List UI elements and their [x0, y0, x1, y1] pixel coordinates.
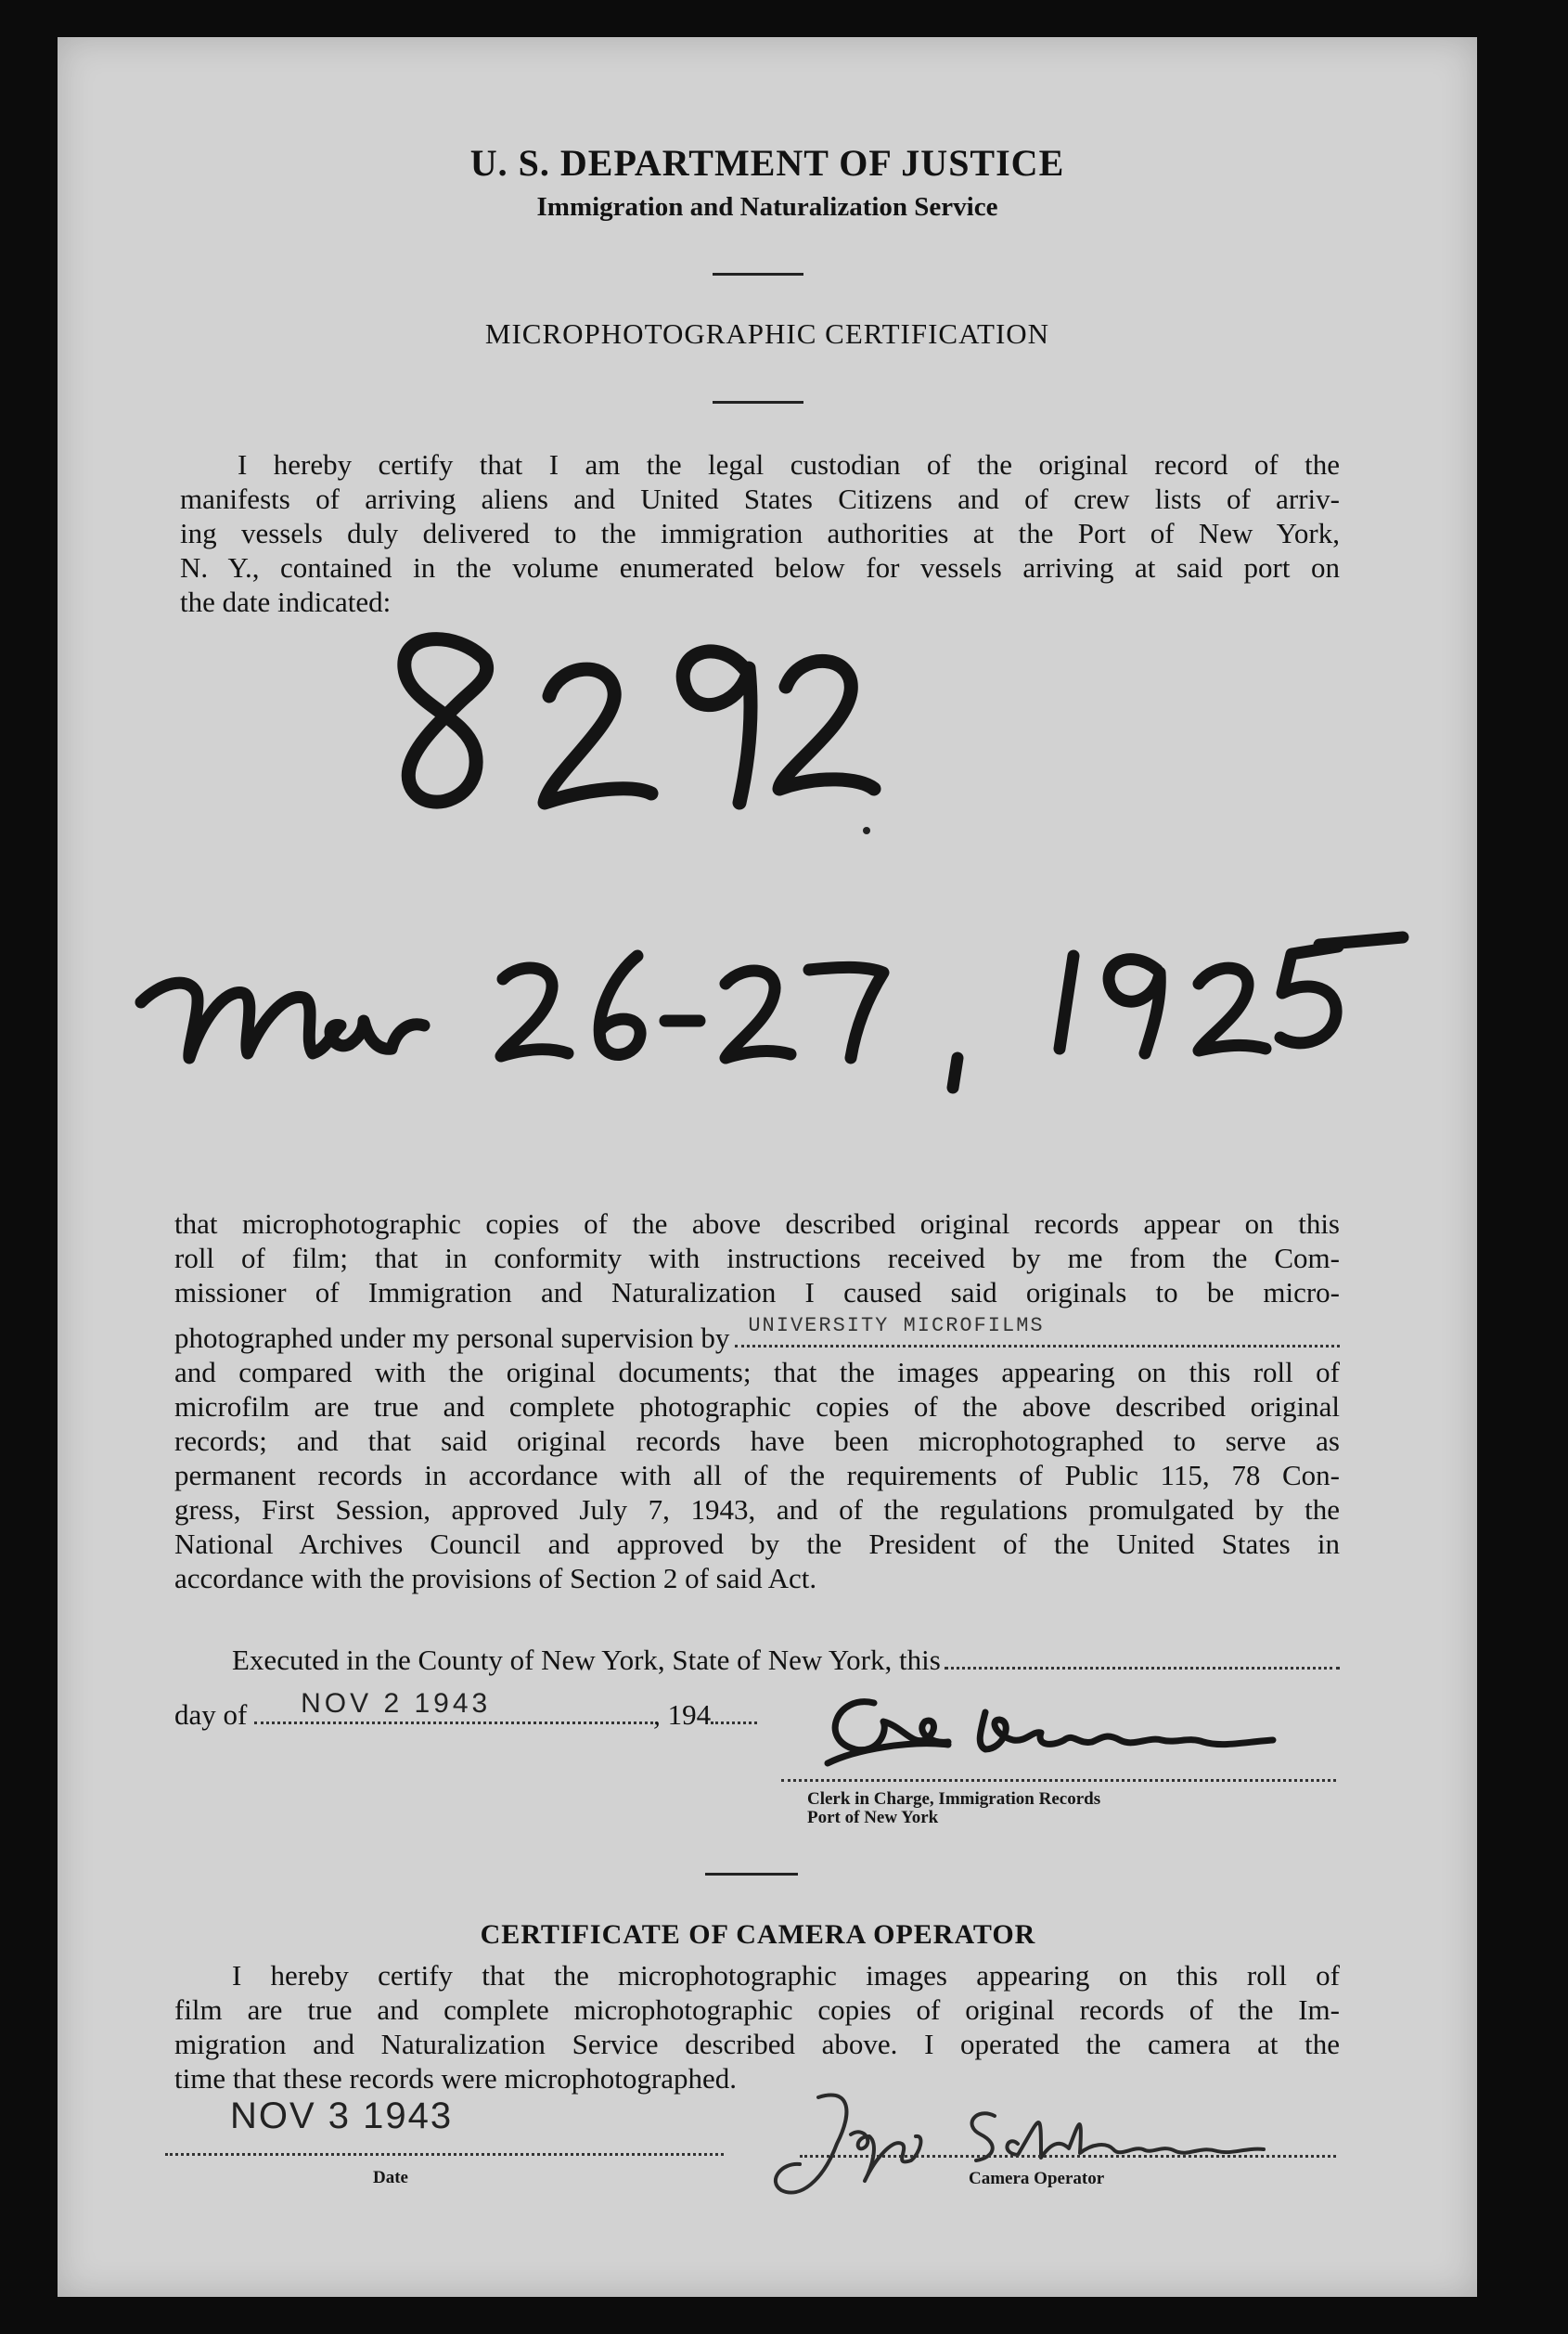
- body-line: and compared with the original documents; that the images appearing on this roll of: [174, 1356, 1340, 1388]
- body-line: gress, First Session, approved July 7, 1943, and of the regulations promulgated by the: [174, 1493, 1340, 1526]
- certificate-page: [58, 37, 1477, 2297]
- day-of-fill: [254, 1688, 653, 1724]
- camera-operator-label: Camera Operator: [969, 2169, 1105, 2188]
- custodian-signature: [800, 1675, 1356, 1786]
- date-line: [165, 2153, 724, 2156]
- intro-line: manifests of arriving aliens and United States Citizens and of crew lists of arriv-: [180, 483, 1340, 515]
- body-line: records; and that said original records have been microphotographed to serve as: [174, 1425, 1340, 1457]
- body-line: roll of film; that in conformity with instructions received by me from the Com-: [174, 1242, 1340, 1274]
- operator-line: time that these records were microphotographed.: [174, 2062, 737, 2095]
- handwritten-volume-number: [392, 613, 874, 845]
- operator-line: film are true and complete microphotographic copies of original records of the Im-: [174, 1993, 1340, 2026]
- microfilm-company: UNIVERSITY MICROFILMS: [748, 1314, 1045, 1337]
- execution-stamped-date: NOV 2 1943: [301, 1688, 492, 1719]
- signature-line: [781, 1779, 1336, 1782]
- execution-block: [174, 1643, 1340, 1677]
- intro-paragraph: [180, 447, 1340, 619]
- department-title: U. S. DEPARTMENT OF JUSTICE: [469, 142, 1065, 184]
- clerk-port: Port of New York: [807, 1808, 939, 1827]
- body-line: that microphotographic copies of the above described original records appear on this: [174, 1207, 1340, 1240]
- handwritten-date-range: [132, 928, 1412, 1151]
- body-line: microfilm are true and complete photographic copies of the above described original: [174, 1390, 1340, 1423]
- operator-stamped-date: NOV 3 1943: [230, 2095, 454, 2136]
- body-line: permanent records in accordance with all of the requirements of Public 115, 78 Con-: [174, 1459, 1340, 1491]
- certification-body: [174, 1206, 1340, 1595]
- year-prefix: , 194: [653, 1698, 712, 1731]
- day-of-label: day of: [174, 1698, 248, 1731]
- certification-heading: MICROPHOTOGRAPHIC CERTIFICATION: [484, 317, 1050, 350]
- divider-3: [705, 1873, 798, 1876]
- body-line: National Archives Council and approved by the President of the United States in: [174, 1528, 1340, 1560]
- body-line-supervision: [174, 1314, 1340, 1355]
- clerk-title: Clerk in Charge, Immigration Records: [807, 1789, 1101, 1809]
- intro-line: I hereby certify that I am the legal custodian of the original record of the: [238, 448, 1340, 481]
- intro-line: the date indicated:: [180, 586, 392, 618]
- operator-line: I hereby certify that the microphotographic images appearing on this roll of: [232, 1959, 1340, 1992]
- intro-line: N. Y., contained in the volume enumerated below for vessels arriving at said port on: [180, 551, 1340, 584]
- date-label: Date: [373, 2168, 408, 2187]
- operator-line: migration and Naturalization Service described above. I operated the camera at the: [174, 2028, 1340, 2060]
- divider-2: [713, 401, 803, 404]
- execution-text: Executed in the County of New York, State of New York, this: [232, 1644, 941, 1676]
- execution-day-fill: [945, 1644, 1340, 1670]
- year-fill: [711, 1699, 757, 1724]
- camera-operator-paragraph: [174, 1958, 1340, 2095]
- supervision-text: photographed under my personal supervision by: [174, 1322, 730, 1354]
- body-line: accordance with the provisions of Section 2 of said Act.: [174, 1562, 817, 1594]
- operator-signature: [763, 2079, 1338, 2209]
- operator-signature-line: [800, 2155, 1336, 2158]
- divider-top: [713, 273, 803, 276]
- service-subtitle: Immigration and Naturalization Service: [536, 192, 998, 222]
- company-fill-line: [735, 1314, 1340, 1348]
- execution-line: [174, 1643, 1340, 1677]
- body-line: missioner of Immigration and Naturalization I caused said originals to be micro-: [174, 1276, 1340, 1309]
- intro-line: ing vessels duly delivered to the immigration authorities at the Port of New York,: [180, 517, 1340, 549]
- day-of-line: [174, 1688, 824, 1745]
- camera-operator-heading: CERTIFICATE OF CAMERA OPERATOR: [480, 1919, 1036, 1950]
